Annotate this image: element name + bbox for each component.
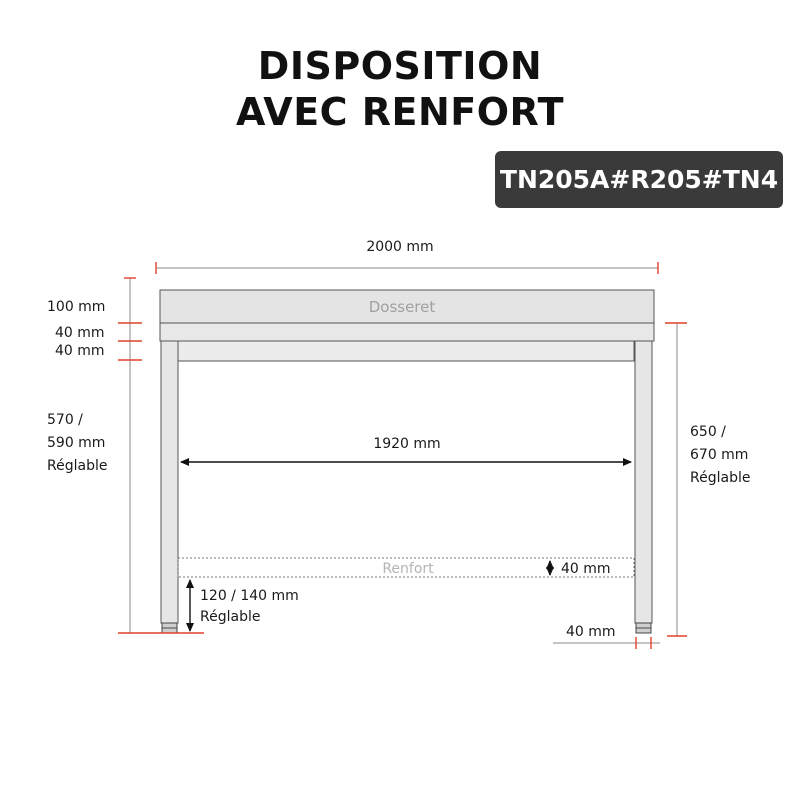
reinforcement-label: Renfort [382,561,434,577]
total-width-label: 2000 mm [366,239,434,255]
right-leg [635,341,652,623]
inner-width-label: 1920 mm [373,436,441,452]
total-height-label-3: Réglable [690,470,751,486]
backsplash-label: Dosseret [368,298,436,316]
leg-height-label-2: 590 mm [47,435,106,451]
backsplash-height-label: 100 mm [47,299,106,315]
left-leg [161,341,178,623]
leg-height-label-1: 570 / [47,412,83,428]
title-line-1: DISPOSITION [257,44,543,88]
frame-rail [178,341,634,361]
reference-badge: TN205A#R205#TN4 [495,151,783,208]
frame-height-label: 40 mm [55,343,105,359]
top-thickness-label: 40 mm [55,325,105,341]
total-height-label-2: 670 mm [690,447,749,463]
worktop [160,323,654,341]
total-height-label-1: 650 / [690,424,726,440]
reinforcement-clearance-label-1: 120 / 140 mm [200,588,299,604]
reinforcement-height-label: 40 mm [561,561,611,577]
leg-height-label-3: Réglable [47,458,108,474]
reinforcement-clearance-label-2: Réglable [200,609,261,625]
leg-width-label: 40 mm [566,624,616,640]
title-line-2: AVEC RENFORT [235,90,565,134]
